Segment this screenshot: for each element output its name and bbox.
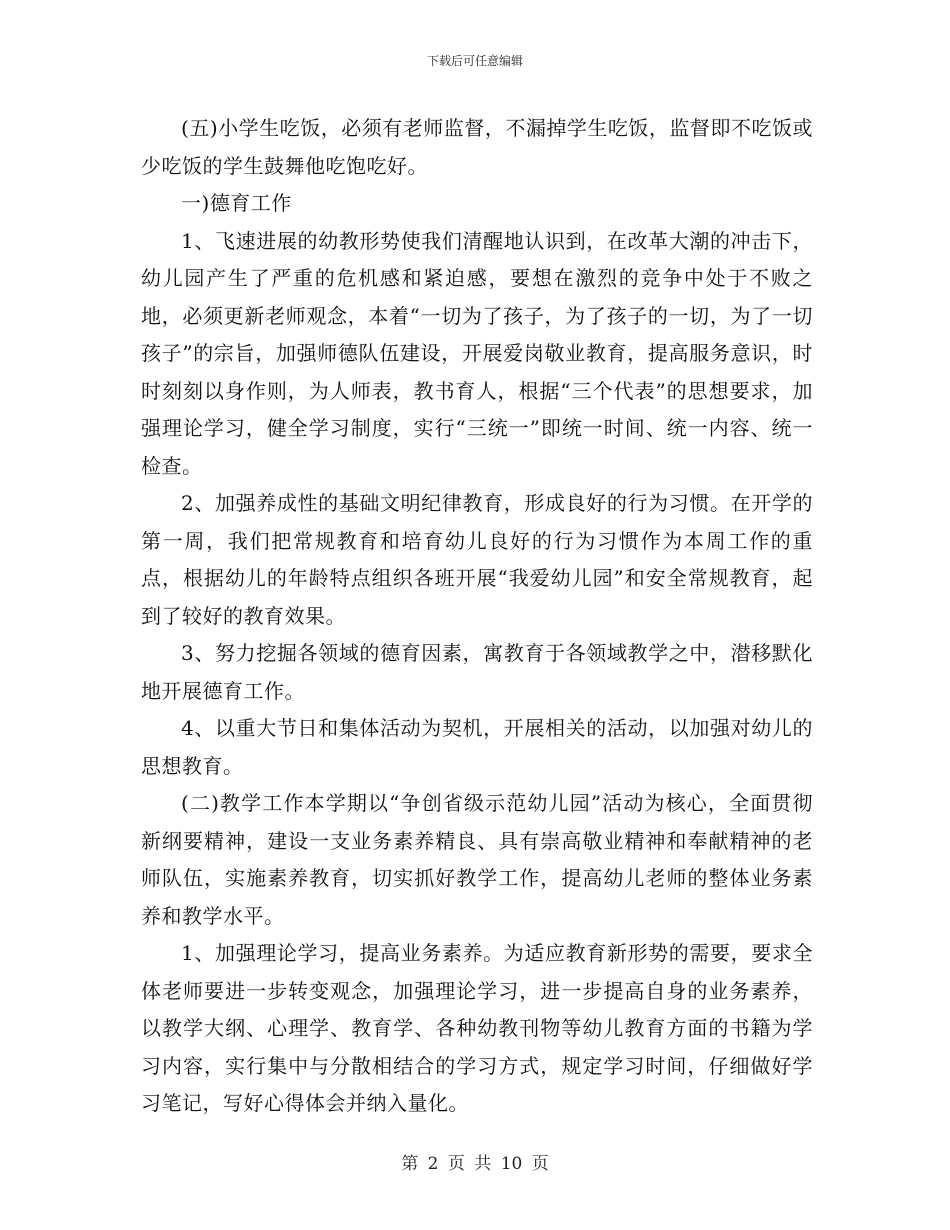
paragraph-lunch-supervision: (五)小学生吃饭，必须有老师监督，不漏掉学生吃饭，监督即不吃饭或少吃饭的学生鼓舞他吃饱吃好。 [141,116,813,178]
section-heading-moral-education: 一)德育工作 [181,191,292,215]
paragraph-moral-4: 4、以重大节日和集体活动为契机，开展相关的活动，以加强对幼儿的思想教育。 [141,716,813,778]
paragraph-moral-1: 1、飞速进展的幼教形势使我们清醒地认识到，在改革大潮的冲击下，幼儿园产生了严重的危机感和紧迫感，要想在激烈的竞争中处于不败之地，必须更新老师观念，本着“一切为了孩子，为了孩子的一切，为了一切孩子”的宗旨，加强师德队伍建设，开展爱岗敬业教育，提高服务意识，时时刻刻以身作则，为人师表，教书育人，根据“三个代表”的思想要求，加强理论学习，健全学习制度，实行“三统一”即统一时间、统一内容、统一检查。 [141,228,813,478]
paragraph-moral-3: 3、努力挖掘各领域的德育因素，寓教育于各领域教学之中，潜移默化地开展德育工作。 [141,641,813,703]
paragraph-teaching-1: 1、加强理论学习，提高业务素养。为适应教育新形势的需要，要求全体老师要进一步转变观念，加强理论学习，进一步提高自身的业务素养，以教学大纲、心理学、教育学、各种幼教刊物等幼儿教育方面的书籍为学习内容，实行集中与分散相结合的学习方式，规定学习时间，仔细做好学习笔记，写好心得体会并纳入量化。 [141,941,813,1115]
document-body [141,110,813,1123]
paragraph-moral-2: 2、加强养成性的基础文明纪律教育，形成良好的行为习惯。在开学的第一周，我们把常规教育和培育幼儿良好的行为习惯作为本周工作的重点，根据幼儿的年龄特点组织各班开展“我爱幼儿园”和安全常规教育，起到了较好的教育效果。 [141,491,813,628]
page-number-footer: 第 2 页 共 10 页 [401,1154,549,1174]
page-header: 下载后可任意编辑 [426,54,523,68]
paragraph-teaching-work: (二)教学工作本学期以“争创省级示范幼儿园”活动为核心，全面贯彻新纲要精神，建设一支业务素养精良、具有崇高敬业精神和奉献精神的老师队伍，实施素养教育，切实抓好教学工作，提高幼儿老师的整体业务素养和教学水平。 [141,791,813,928]
